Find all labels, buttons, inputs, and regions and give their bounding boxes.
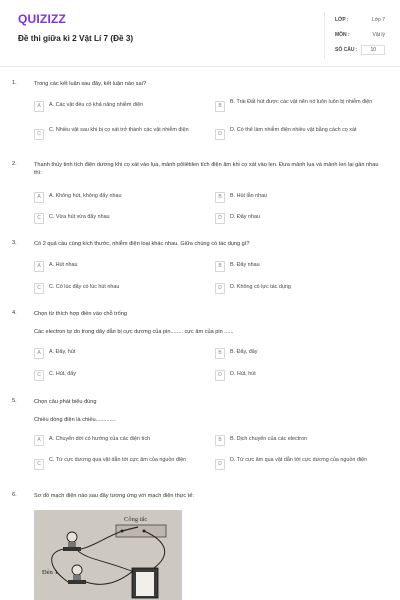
question-text: Trong các kết luận sau đây, kết luận nào sai? bbox=[34, 81, 146, 87]
page-title: Đề thi giữa kì 2 Vật Lí 7 (Đề 3) bbox=[18, 34, 134, 43]
question-text: Sơ đồ mạch điện nào sau đây tương ứng với mạch điện thực tế: bbox=[34, 493, 194, 499]
page-header bbox=[0, 0, 400, 66]
option-text: A. Các vật đều có khả năng nhiễm điện bbox=[49, 102, 144, 108]
option-text: A. Đẩy, hút bbox=[49, 349, 76, 355]
option-letter: D bbox=[215, 283, 225, 294]
option-letter: B bbox=[215, 348, 225, 359]
question-text: Có 2 quả cầu cùng kích thước, nhiễm điện loại khác nhau. Giữa chúng có tác dụng gì? bbox=[34, 241, 250, 247]
question-number: 1. bbox=[12, 80, 17, 86]
option-letter: B bbox=[215, 192, 225, 203]
option-b[interactable] bbox=[215, 192, 395, 208]
option-text: A. Không hút, không đẩy nhau bbox=[49, 193, 122, 199]
option-letter: D bbox=[215, 129, 225, 140]
option-text: C. Vừa hút vừa đẩy nhau bbox=[49, 214, 110, 220]
question-number: 2. bbox=[12, 161, 17, 167]
option-letter: A bbox=[34, 192, 44, 203]
meta-label: MÔN : bbox=[335, 32, 350, 38]
option-text: A. Hút nhau bbox=[49, 262, 78, 268]
meta-subject bbox=[335, 30, 393, 42]
option-text: D. Không có lực tác dụng bbox=[230, 284, 291, 290]
question-text: Chọn câu phát biểu đúng bbox=[34, 399, 97, 405]
question-number: 5. bbox=[12, 398, 17, 404]
circuit-drawing bbox=[34, 510, 182, 600]
option-letter: C bbox=[34, 129, 44, 140]
option-b[interactable] bbox=[215, 435, 395, 451]
question-number: 4. bbox=[12, 310, 17, 316]
question-subtext: Chiều dòng điện là chiều............. bbox=[34, 417, 116, 423]
option-a[interactable] bbox=[34, 192, 214, 208]
option-letter: C bbox=[34, 370, 44, 381]
quizizz-logo: QUIZIZZ bbox=[18, 12, 67, 26]
option-d[interactable] bbox=[215, 456, 395, 472]
option-letter: C bbox=[34, 283, 44, 294]
meta-value: 10 bbox=[361, 45, 385, 55]
option-text: B. Hút lẫn nhau bbox=[230, 193, 268, 199]
option-b[interactable] bbox=[215, 261, 395, 277]
option-c[interactable] bbox=[34, 370, 214, 386]
option-text: B. Đẩy, đẩy bbox=[230, 349, 258, 355]
meta-label: SỐ CÂU : bbox=[335, 47, 358, 53]
option-d[interactable] bbox=[215, 370, 395, 386]
switch-label: Công tắc bbox=[124, 516, 148, 523]
question-number: 6. bbox=[12, 492, 17, 498]
circuit-photo bbox=[34, 510, 182, 600]
option-text: D. Có thể làm nhiễm điện nhiều vật bằng cách cọ xát bbox=[230, 127, 357, 133]
option-text: C. Hút, đẩy bbox=[49, 371, 76, 377]
question-number: 3. bbox=[12, 240, 17, 246]
option-c[interactable] bbox=[34, 456, 214, 472]
question-text: Chọn từ thích hợp điền vào chỗ trống bbox=[34, 311, 127, 317]
option-letter: A bbox=[34, 435, 44, 446]
option-text: C. Có lúc đẩy có lúc hút nhau bbox=[49, 284, 120, 290]
option-b[interactable] bbox=[215, 348, 395, 364]
option-text: B. Đẩy nhau bbox=[230, 262, 260, 268]
option-text: A. Chuyển dời có hướng của các điện tích bbox=[49, 436, 151, 442]
meta-value: Lớp 7 bbox=[371, 17, 385, 23]
option-text: B. Dịch chuyển của các electron bbox=[230, 436, 308, 442]
option-a[interactable] bbox=[34, 261, 214, 277]
header-divider bbox=[0, 66, 400, 67]
option-text: D. Đẩy nhau bbox=[230, 214, 260, 220]
option-a[interactable] bbox=[34, 101, 214, 117]
option-d[interactable] bbox=[215, 126, 395, 142]
option-letter: A bbox=[34, 261, 44, 272]
option-letter: B bbox=[215, 101, 225, 112]
meta-grade bbox=[335, 15, 393, 27]
option-c[interactable] bbox=[34, 283, 214, 299]
option-letter: C bbox=[34, 213, 44, 224]
option-text: C. Từ cực dương qua vật dẫn tới cực âm của nguồn điện bbox=[49, 457, 187, 463]
lamp-label: Đèn 1 bbox=[42, 569, 58, 576]
meta-question-count bbox=[335, 45, 393, 57]
option-b[interactable] bbox=[215, 98, 395, 114]
option-c[interactable] bbox=[34, 126, 214, 142]
option-letter: C bbox=[34, 459, 44, 470]
option-d[interactable] bbox=[215, 213, 395, 229]
question-subtext: Các electron tự do trong dây dẫn bị cực dương của pin........ cực âm của pin ...... bbox=[34, 329, 234, 335]
option-text: B. Trái Đất hút được các vật nên nó luôn luôn bị nhiễm điện bbox=[230, 99, 373, 105]
option-c[interactable] bbox=[34, 213, 214, 229]
option-letter: D bbox=[215, 213, 225, 224]
option-letter: A bbox=[34, 101, 44, 112]
option-letter: A bbox=[34, 348, 44, 359]
meta-label: LỚP : bbox=[335, 17, 349, 23]
option-a[interactable] bbox=[34, 435, 214, 451]
option-letter: B bbox=[215, 435, 225, 446]
option-letter: D bbox=[215, 459, 225, 470]
option-text: D. Từ cực âm qua vật dẫn tới cực dương của nguồn điện bbox=[230, 457, 368, 463]
option-letter: B bbox=[215, 261, 225, 272]
option-d[interactable] bbox=[215, 283, 395, 299]
meta-info bbox=[324, 12, 392, 59]
option-text: C. Nhiều vật sau khi bị cọ xát trở thành các vật nhiễm điện bbox=[49, 127, 189, 133]
option-letter: D bbox=[215, 370, 225, 381]
question-text: Thanh thủy tinh tích điện dương khi cọ xát vào lụa, mảnh pôliêtilen tích điện âm khi cọ xát vào len. Đưa mảnh lụa và mảnh len lại gần nhau thì: bbox=[34, 162, 379, 177]
option-text: D. Hút, hút bbox=[230, 371, 256, 377]
meta-value: Vật lý bbox=[372, 32, 385, 38]
option-a[interactable] bbox=[34, 348, 214, 364]
